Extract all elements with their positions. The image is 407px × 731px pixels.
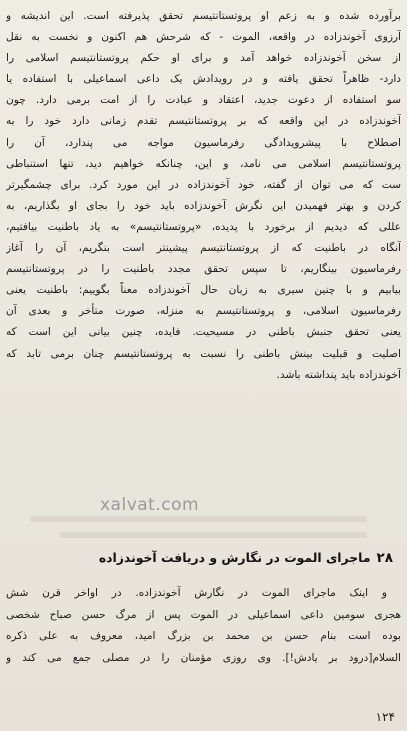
page-number: ۱۲۴ [375,710,395,724]
text-line: السلام[درود بر یادش!]. وی روزی مؤمنان را در مصلی جمع می کند و [6,651,401,664]
text-line: از سخن آخوندزاده خواهد آمد و برای او حکم پروتستانتیسم اسلامی را [6,52,401,65]
section-heading [99,550,393,566]
text-line: دارد- ظاهراً تحقق یافته و در رویدادش یک داعی اسماعیلی با استفاده یا [6,73,401,86]
paragraph-2 [6,583,401,669]
text-line: سو استفاده از دعوت جدید، اعتقاد و عبادت را از امت برمی دارد. چون [6,94,401,107]
text-line: آخوندزاده باید پنداشته باشد. [276,368,401,381]
paragraph-1 [6,6,401,386]
text-line: یعنی تحقق جنبش باطنی در مسیحیت. فایده، چنین بیانی این است که [6,326,401,339]
watermark: xalvat.com [100,495,200,515]
text-line: رفرماسیون اسلامی، و پروتستانتیسم به منزله، صورت متأخر و بعدی آن [6,305,401,318]
text-line: کردن و بهتر فهمیدن این نگرش آخوندزاده باید خود را بجای او بگذاریم، به [6,199,401,212]
text-line: هجری سومین داعی اسماعیلی در الموت پس از مرگ حسن صباح شخصی [6,608,401,621]
section-number: ۲۸ [376,550,393,566]
text-line: بیابیم و با چنین سیری به زبان حال آخوندزاده معناً بگوییم: باطنیت یعنی [6,284,401,297]
text-line: بوده است بنام حسن بن محمد بن بزرگ امید، معروف به علی ذکره [6,630,401,642]
text-line: اصلیت و قبلیت بینش باطنی را نسبت به پروتستانتیسم چنان برمی تابد که [6,347,401,360]
text-line: آخوندزاده در این واقعه که بر پروتستانتیسم تقدم زمانی دارد خود را به [6,115,401,128]
text-line: پروتستانتیسم اسلامی می نامد، و این، چنانکه خواهیم دید، تنها استنباطی [6,157,401,170]
text-line: رفرماسیون بینگاریم، تا سپس تحقق مجدد باطنیت را در پروتستانتیسم [6,263,401,276]
section-title: ماجرای الموت در نگارش و دریافت آخوندزاده [98,550,371,565]
text-line: و اینک ماجرای الموت در نگارش آخوندزاده. در اواخر قرن شش [6,587,387,599]
text-line: آرزوی آخوندزاده در واقعه، الموت - که شرحش هم اکنون و نخست به نقل [6,31,401,44]
bleed-through-shadow [60,532,367,538]
text-line: اصطلاح با پیشرویدادگی رفرماسیون مواجه می پندارد، آن را [6,136,401,149]
text-line: ست که می توان از گفته، خود آخوندزاده در این مورد کرد. برای چشمگیرتر [6,178,401,191]
text-line: برآورده شده و به زعم او پروتستانتیسم تحقق پذیرفته است. این اندیشه و [6,10,401,22]
text-line: آنگاه در باطنیت که از پروتستانتیسم پیشینتر است بنگریم، آن را آغاز [6,242,401,255]
bleed-through-shadow [30,516,367,522]
text-line: عللی که دیدیم از برخورد با پدیده، «پروتستانتیسم» به یاد باطنیت بیافتیم، [6,220,401,233]
